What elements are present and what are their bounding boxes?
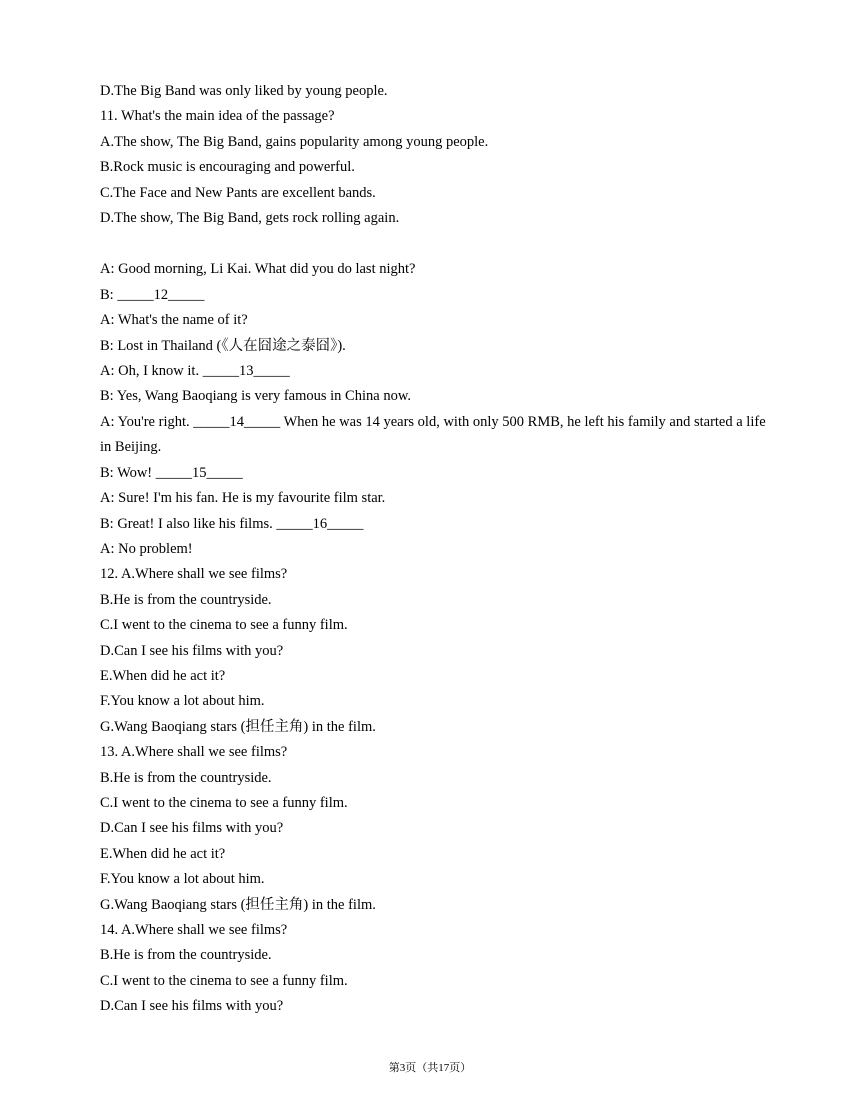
dialogue-line: A: Oh, I know it. _____13_____: [100, 363, 290, 380]
dialogue-line: A: What's the name of it?: [100, 312, 248, 329]
dialogue-line: B: Great! I also like his films. _____16_____: [100, 515, 364, 532]
dialogue-line: A: You're right. _____14_____ When he was 14 years old, with only 500 RMB, he left his family and started a life in Beijing.: [100, 413, 770, 456]
dialogue-line: B.He is from the countryside.: [100, 769, 272, 786]
question-options-block: [100, 79, 770, 231]
dialogue-line: F.You know a lot about him.: [100, 693, 265, 710]
dialogue-line: B: Wow! _____15_____: [100, 464, 243, 481]
question-line: C.The Face and New Pants are excellent bands.: [100, 184, 376, 201]
dialogue-line: 14. A.Where shall we see films?: [100, 922, 288, 938]
question-line: D.The Big Band was only liked by young people.: [100, 83, 388, 99]
dialogue-line: A: No problem!: [100, 540, 193, 557]
question-line: A.The show, The Big Band, gains popularity among young people.: [100, 133, 489, 150]
question-line: 11. What's the main idea of the passage?: [100, 108, 335, 125]
dialogue-line: B: Yes, Wang Baoqiang is very famous in China now.: [100, 388, 411, 405]
question-line: B.Rock music is encouraging and powerful.: [100, 159, 355, 176]
page-footer: 第3页（共17页）: [388, 1062, 472, 1074]
dialogue-line: D.Can I see his films with you?: [100, 820, 284, 837]
dialogue-line: D.Can I see his films with you?: [100, 998, 284, 1015]
dialogue-line: 12. A.Where shall we see films?: [100, 566, 288, 583]
dialogue-line: E.When did he act it?: [100, 845, 226, 862]
dialogue-line: B.He is from the countryside.: [100, 591, 272, 608]
dialogue-line: A: Sure! I'm his fan. He is my favourite film star.: [100, 490, 386, 507]
dialogue-line: C.I went to the cinema to see a funny film.: [100, 794, 348, 811]
dialogue-line: E.When did he act it?: [100, 667, 226, 684]
dialogue-line: G.Wang Baoqiang stars (担任主角) in the film.: [100, 718, 376, 735]
dialogue-line: 13. A.Where shall we see films?: [100, 744, 288, 761]
dialogue-block: [100, 257, 770, 1019]
paragraph-gap: [100, 231, 770, 257]
dialogue-line: C.I went to the cinema to see a funny film.: [100, 972, 348, 989]
dialogue-line: B: _____12_____: [100, 286, 205, 303]
dialogue-line: B: Lost in Thailand (《人在囧途之泰囧》).: [100, 337, 346, 354]
dialogue-line: F.You know a lot about him.: [100, 871, 265, 888]
page-content: [100, 79, 770, 1020]
dialogue-line: G.Wang Baoqiang stars (担任主角) in the film.: [100, 896, 376, 913]
question-line: D.The show, The Big Band, gets rock rolling again.: [100, 210, 400, 227]
dialogue-line: C.I went to the cinema to see a funny film.: [100, 617, 348, 634]
dialogue-line: A: Good morning, Li Kai. What did you do last night?: [100, 261, 416, 278]
dialogue-line: D.Can I see his films with you?: [100, 642, 284, 659]
dialogue-line: B.He is from the countryside.: [100, 947, 272, 964]
